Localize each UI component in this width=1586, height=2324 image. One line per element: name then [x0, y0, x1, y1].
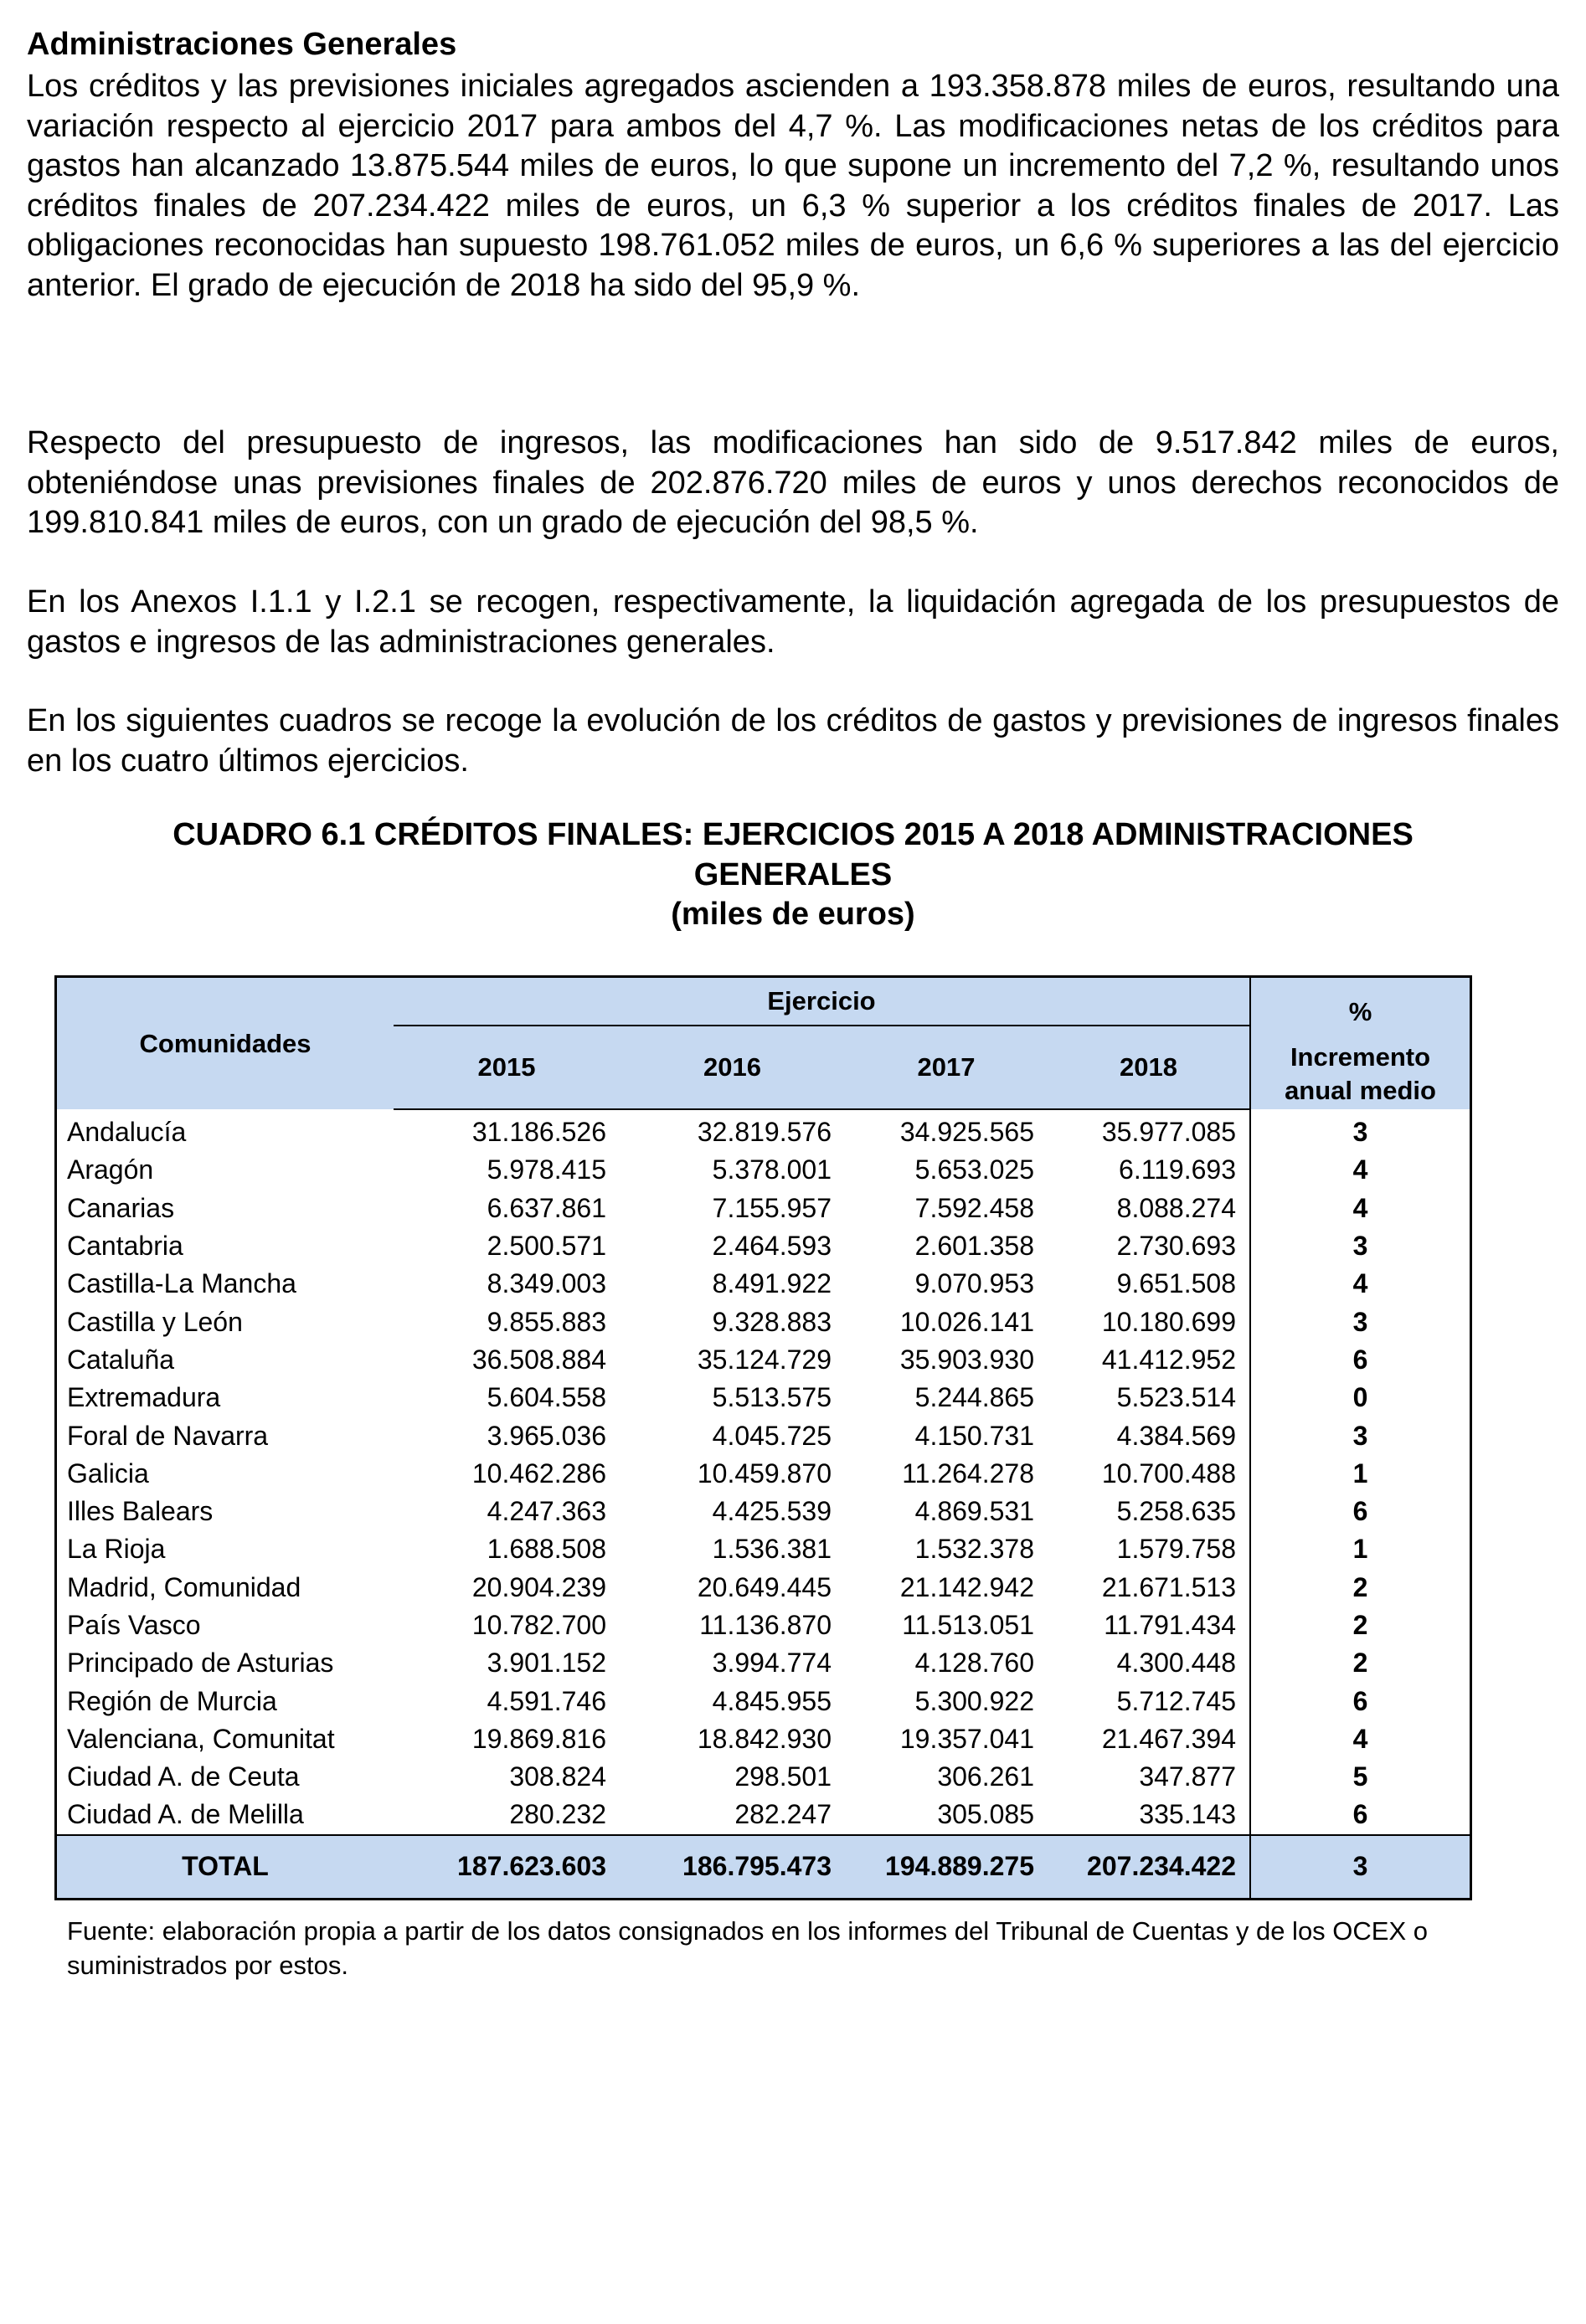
row-percent: 2	[1250, 1607, 1470, 1644]
row-value-2016: 32.819.576	[697, 1117, 832, 1148]
table-row	[57, 1151, 1470, 1189]
header-comunidades: Comunidades	[57, 978, 394, 1109]
row-value-2016: 4.045.725	[712, 1420, 832, 1451]
total-row	[57, 1835, 1470, 1898]
row-value-2018: 4.384.569	[1116, 1420, 1236, 1451]
row-value-2015: 2.500.571	[487, 1231, 606, 1262]
header-percent	[1250, 978, 1470, 1109]
table-row	[57, 1303, 1470, 1340]
row-value-2017: 2.601.358	[914, 1231, 1034, 1262]
row-value-2018: 335.143	[1139, 1799, 1236, 1830]
row-percent: 3	[1250, 1417, 1470, 1454]
header-year: 2016	[620, 1026, 845, 1109]
row-value-2018: 10.180.699	[1101, 1306, 1236, 1337]
row-community: Andalucía	[67, 1116, 187, 1147]
row-community: Castilla-La Mancha	[67, 1268, 296, 1299]
row-value-2017: 306.261	[937, 1761, 1034, 1792]
row-value-2017: 19.357.041	[899, 1723, 1034, 1754]
row-percent: 3	[1250, 1109, 1470, 1151]
header-percent-label-1: Incremento	[1290, 1042, 1431, 1072]
row-value-2018: 5.523.514	[1116, 1382, 1236, 1413]
caption-line-3: (miles de euros)	[671, 897, 915, 932]
total-cell: 207.234.422	[1048, 1835, 1250, 1898]
row-community: La Rioja	[67, 1534, 166, 1565]
table-row	[57, 1682, 1470, 1720]
table-row	[57, 1109, 1470, 1151]
row-percent: 4	[1250, 1720, 1470, 1758]
row-value-2018: 2.730.693	[1116, 1231, 1236, 1262]
row-percent: 6	[1250, 1493, 1470, 1530]
row-community: Ciudad A. de Melilla	[67, 1799, 304, 1830]
table-row	[57, 1417, 1470, 1454]
paragraph-credits: Los créditos y las previsiones iniciales agregados ascienden a 193.358.878 miles de euros, resultando una variación respecto al ejercicio 2017 para ambos del 4,7 %. Las modificaciones netas de los créditos para gastos han alcanzado 13.875.544 miles de euros, lo que supone un incremento del 7,2 %, resultando unos créditos finales de 207.234.422 miles de euros, un 6,3 % superior a los créditos finales de 2017. Las obligaciones reconocidas han supuesto 198.761.052 miles de euros, un 6,6 % superiores a las del ejercicio anterior. El grado de ejecución de 2018 ha sido del 95,9 %.	[27, 69, 1559, 303]
caption-line-1: CUADRO 6.1 CRÉDITOS FINALES: EJERCICIOS 2015 A 2018 ADMINISTRACIONES	[173, 817, 1413, 852]
row-value-2015: 5.978.415	[487, 1154, 606, 1185]
row-community: Castilla y León	[67, 1306, 243, 1337]
table-row	[57, 1530, 1470, 1568]
row-percent: 4	[1250, 1190, 1470, 1227]
table-body	[57, 1109, 1470, 1835]
row-percent: 3	[1250, 1303, 1470, 1340]
row-value-2015: 4.591.746	[487, 1685, 606, 1716]
row-value-2016: 1.536.381	[712, 1534, 832, 1565]
table-row	[57, 1758, 1470, 1796]
table-caption	[27, 815, 1559, 935]
row-value-2016: 10.459.870	[697, 1458, 832, 1488]
row-community: Madrid, Comunidad	[67, 1571, 301, 1602]
row-value-2015: 8.349.003	[487, 1268, 606, 1299]
row-value-2016: 4.425.539	[712, 1496, 832, 1527]
row-community: Principado de Asturias	[67, 1648, 334, 1679]
table-row	[57, 1265, 1470, 1303]
row-value-2018: 347.877	[1139, 1761, 1236, 1792]
row-value-2018: 35.977.085	[1101, 1117, 1236, 1148]
row-value-2016: 5.378.001	[712, 1154, 832, 1185]
row-value-2018: 5.258.635	[1116, 1496, 1236, 1527]
header-year: 2018	[1048, 1026, 1250, 1109]
row-percent: 2	[1250, 1644, 1470, 1682]
row-value-2018: 1.579.758	[1116, 1534, 1236, 1565]
header-year: 2017	[845, 1026, 1048, 1109]
header-percent-symbol: %	[1348, 997, 1372, 1026]
row-value-2017: 10.026.141	[899, 1306, 1034, 1337]
paragraph-income: Respecto del presupuesto de ingresos, las modificaciones han sido de 9.517.842 miles de euros, obteniéndose unas previsiones finales de 202.876.720 miles de euros y unos derechos reconocidos de 199.810.841 miles de euros, con un grado de ejecución del 98,5 %.	[27, 425, 1559, 540]
header-year: 2015	[394, 1026, 620, 1109]
row-value-2017: 5.244.865	[914, 1382, 1034, 1413]
row-value-2017: 35.903.930	[899, 1344, 1034, 1375]
row-value-2016: 3.994.774	[712, 1648, 832, 1679]
table-row	[57, 1493, 1470, 1530]
row-community: Región de Murcia	[67, 1685, 277, 1716]
row-value-2018: 11.791.434	[1104, 1610, 1236, 1640]
table-row	[57, 1190, 1470, 1227]
row-value-2015: 20.904.239	[471, 1571, 606, 1602]
row-community: Canarias	[67, 1192, 175, 1223]
row-value-2016: 7.155.957	[712, 1192, 832, 1223]
row-value-2017: 4.128.760	[914, 1648, 1034, 1679]
row-value-2016: 8.491.922	[712, 1268, 832, 1299]
table-row	[57, 1720, 1470, 1758]
caption-line-2: GENERALES	[693, 856, 893, 892]
row-value-2017: 305.085	[937, 1799, 1034, 1830]
row-value-2018: 21.671.513	[1101, 1571, 1236, 1602]
row-value-2015: 31.186.526	[471, 1117, 606, 1148]
row-percent: 2	[1250, 1569, 1470, 1607]
row-community: Cataluña	[67, 1344, 175, 1375]
row-community: Galicia	[67, 1458, 149, 1488]
row-community: Extremadura	[67, 1382, 221, 1413]
source-note: Fuente: elaboración propia a partir de los datos consignados en los informes del Tribunal de Cuentas y de los OCEX o suministrados por estos.	[67, 1916, 1429, 1980]
row-community: Aragón	[67, 1154, 154, 1185]
table-row	[57, 1644, 1470, 1682]
row-value-2015: 10.462.286	[471, 1458, 606, 1488]
row-value-2018: 10.700.488	[1101, 1458, 1236, 1488]
row-value-2017: 34.925.565	[899, 1117, 1034, 1148]
row-value-2015: 280.232	[509, 1799, 606, 1830]
row-value-2016: 20.649.445	[697, 1571, 832, 1602]
row-value-2018: 4.300.448	[1116, 1648, 1236, 1679]
row-value-2018: 21.467.394	[1101, 1723, 1236, 1754]
row-value-2016: 35.124.729	[697, 1344, 832, 1375]
row-value-2018: 8.088.274	[1116, 1192, 1236, 1223]
row-value-2015: 36.508.884	[471, 1344, 606, 1375]
row-value-2015: 9.855.883	[487, 1306, 606, 1337]
table-row	[57, 1379, 1470, 1417]
row-community: Cantabria	[67, 1231, 183, 1262]
row-percent: 4	[1250, 1151, 1470, 1189]
row-value-2016: 2.464.593	[712, 1231, 832, 1262]
row-value-2016: 282.247	[734, 1799, 832, 1830]
row-value-2015: 4.247.363	[487, 1496, 606, 1527]
row-value-2017: 21.142.942	[899, 1571, 1034, 1602]
header-ejercicio	[394, 978, 1250, 1026]
row-value-2015: 3.901.152	[487, 1648, 606, 1679]
table-row	[57, 1569, 1470, 1607]
credits-table	[54, 975, 1472, 1900]
row-percent: 3	[1250, 1227, 1470, 1265]
row-value-2015: 1.688.508	[487, 1534, 606, 1565]
table-row	[57, 1607, 1470, 1644]
row-value-2016: 9.328.883	[712, 1306, 832, 1337]
row-value-2017: 11.513.051	[902, 1610, 1034, 1640]
row-percent: 1	[1250, 1530, 1470, 1568]
row-percent: 1	[1250, 1455, 1470, 1493]
row-value-2017: 4.150.731	[914, 1420, 1034, 1451]
row-percent: 5	[1250, 1758, 1470, 1796]
row-value-2015: 5.604.558	[487, 1382, 606, 1413]
row-percent: 4	[1250, 1265, 1470, 1303]
row-value-2016: 11.136.870	[699, 1610, 832, 1640]
row-value-2018: 9.651.508	[1116, 1268, 1236, 1299]
row-value-2015: 6.637.861	[487, 1192, 606, 1223]
row-value-2018: 41.412.952	[1101, 1344, 1236, 1375]
total-cell: 186.795.473	[620, 1835, 845, 1898]
row-value-2018: 6.119.693	[1119, 1154, 1236, 1185]
row-value-2017: 5.653.025	[914, 1154, 1034, 1185]
total-percent: 3	[1250, 1835, 1470, 1898]
row-value-2018: 5.712.745	[1116, 1685, 1236, 1716]
row-value-2016: 18.842.930	[697, 1723, 832, 1754]
row-value-2017: 5.300.922	[914, 1685, 1034, 1716]
section-heading: Administraciones Generales	[27, 27, 457, 62]
paragraph-annexes: En los Anexos I.1.1 y I.2.1 se recogen, respectivamente, la liquidación agregada de los presupuestos de gastos e ingresos de las administraciones generales.	[27, 584, 1559, 660]
table-row	[57, 1227, 1470, 1265]
header-percent-label-2: anual medio	[1285, 1076, 1436, 1105]
row-value-2015: 308.824	[509, 1761, 606, 1792]
row-value-2017: 11.264.278	[902, 1458, 1034, 1488]
row-value-2016: 5.513.575	[712, 1382, 832, 1413]
row-value-2017: 4.869.531	[914, 1496, 1034, 1527]
row-community: Ciudad A. de Ceuta	[67, 1761, 300, 1792]
table-row	[57, 1455, 1470, 1493]
row-percent: 6	[1250, 1796, 1470, 1834]
row-value-2017: 9.070.953	[914, 1268, 1034, 1299]
row-value-2015: 19.869.816	[471, 1723, 606, 1754]
row-percent: 6	[1250, 1341, 1470, 1379]
row-value-2017: 1.532.378	[914, 1534, 1034, 1565]
table-row	[57, 1341, 1470, 1379]
row-value-2016: 4.845.955	[712, 1685, 832, 1716]
total-label: TOTAL	[57, 1835, 394, 1898]
row-percent: 0	[1250, 1379, 1470, 1417]
row-value-2015: 3.965.036	[487, 1420, 606, 1451]
row-value-2017: 7.592.458	[914, 1192, 1034, 1223]
row-value-2015: 10.782.700	[471, 1610, 606, 1640]
total-cell: 187.623.603	[394, 1835, 620, 1898]
row-community: Valenciana, Comunitat	[67, 1723, 335, 1754]
paragraph-tables-intro: En los siguientes cuadros se recoge la evolución de los créditos de gastos y previsiones de ingresos finales en los cuatro últimos ejercicios.	[27, 703, 1559, 779]
row-community: Foral de Navarra	[67, 1420, 269, 1451]
header-ejercicio-label: Ejercicio	[394, 978, 1249, 1026]
row-community: País Vasco	[67, 1610, 201, 1640]
table-row	[57, 1796, 1470, 1834]
row-community: Illes Balears	[67, 1496, 214, 1527]
row-percent: 6	[1250, 1682, 1470, 1720]
row-value-2016: 298.501	[734, 1761, 832, 1792]
total-cell: 194.889.275	[845, 1835, 1048, 1898]
